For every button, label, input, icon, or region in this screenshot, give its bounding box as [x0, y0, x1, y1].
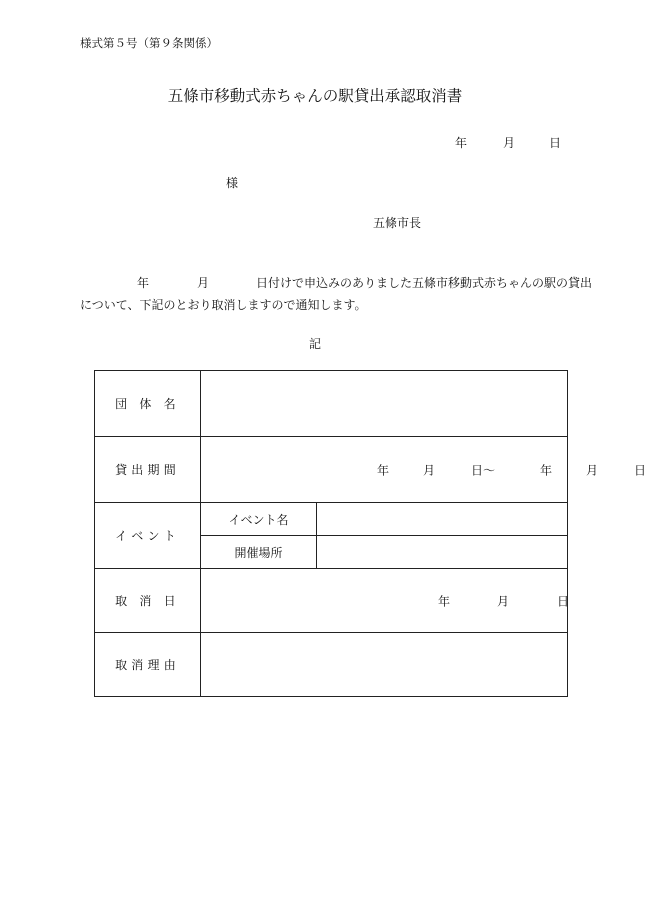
event-name-label: イベント名 [201, 503, 317, 536]
lending-end-day: 日 [634, 463, 646, 477]
event-label: イベント [95, 503, 201, 569]
body-line1-text: 日付けで申込みのありました五條市移動式赤ちゃんの駅の貸出 [256, 276, 593, 290]
group-name-label: 団 体 名 [95, 371, 201, 437]
lending-period-value [201, 437, 646, 503]
event-name-value [317, 503, 568, 536]
body-year: 年 [137, 276, 150, 290]
lending-start-year: 年 [377, 463, 390, 477]
ki-heading: 記 [308, 337, 321, 351]
row-group-name [95, 371, 568, 437]
lending-start-day: 日〜 [471, 463, 496, 477]
header-date-year: 年 [455, 136, 468, 150]
venue-label: 開催場所 [201, 536, 317, 569]
group-name-value [201, 371, 568, 437]
lending-start-month: 月 [423, 463, 436, 477]
issuer-name: 五條市長 [373, 216, 422, 230]
body-month: 月 [197, 276, 210, 290]
cancel-date-day: 日 [557, 594, 570, 608]
lending-period-label: 貸出期間 [95, 437, 201, 503]
row-cancel-date [95, 569, 568, 633]
row-event-name [95, 503, 568, 536]
row-cancel-reason [95, 633, 568, 697]
header-date-day: 日 [549, 136, 562, 150]
cancellation-details-table [94, 370, 646, 697]
venue-value [317, 536, 568, 569]
form-number: 様式第５号（第９条関係） [80, 36, 218, 50]
lending-end-year: 年 [540, 463, 553, 477]
cancel-reason-label: 取消理由 [95, 633, 201, 697]
cancel-date-value [201, 569, 568, 633]
row-lending-period [95, 437, 568, 503]
addressee-suffix: 様 [226, 176, 239, 190]
lending-end-month: 月 [586, 463, 599, 477]
cancel-date-year: 年 [438, 594, 451, 608]
cancel-date-month: 月 [497, 594, 510, 608]
cancel-reason-value [201, 633, 568, 697]
body-text-line-2: について、下記のとおり取消しますので通知します。 [80, 298, 367, 312]
header-date-month: 月 [503, 136, 516, 150]
document-title: 五條市移動式赤ちゃんの駅貸出承認取消書 [167, 87, 463, 105]
cancel-date-label: 取 消 日 [95, 569, 201, 633]
